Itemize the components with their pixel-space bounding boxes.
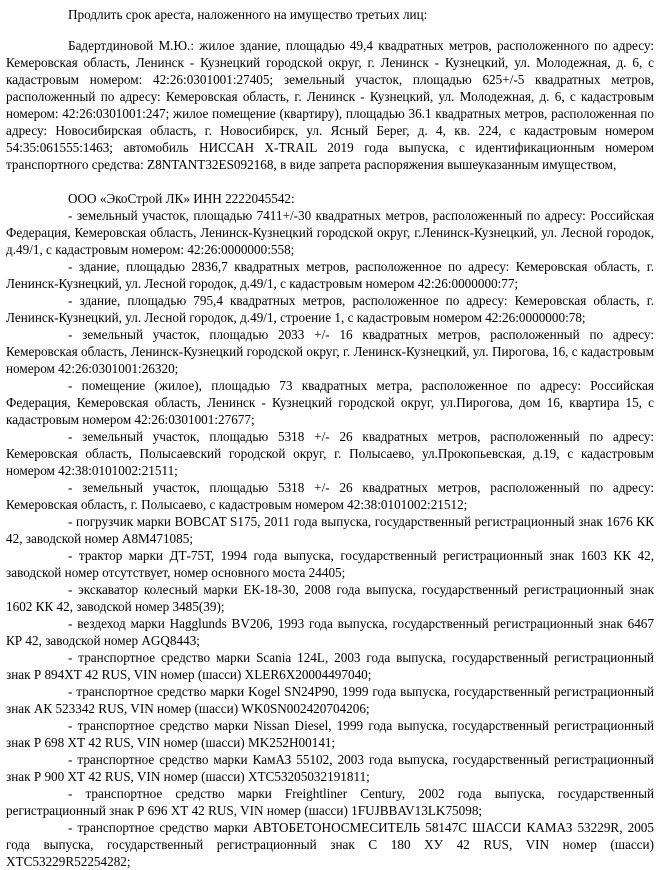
list-item: - земельный участок, площадью 5318 +/- 26 квадратных метров, расположенный по адресу: Кемеровская область, Полысаевский городской округ, г. Полысаево, ул.Прокопьевская, д.19, с кадастровым номером 42:38:0101002:21511; [6, 429, 654, 478]
list-item: - транспортное средство марки Freightliner Century, 2002 года выпуска, государственный регистрационный знак Р 696 ХТ 42 RUS, VIN номер (шасси) 1FUJBBAV13LK75098; [6, 786, 654, 818]
list-item: - здание, площадью 795,4 квадратных метров, расположенное по адресу: Кемеровская область, г. Ленинск-Кузнецкий, ул. Лесной городок, д.49/1, строение 1, с кадастровым номером 42:26:0000000:78; [6, 293, 654, 325]
heading: Продлить срок ареста, наложенного на имущество третьих лиц: [68, 7, 428, 22]
list-item: - погрузчик марки BOBCAT S175, 2011 года выпуска, государственный регистрационный знак 1676 КК 42, заводской номер A8M471085; [6, 514, 654, 546]
list-item: - земельный участок, площадью 5318 +/- 26 квадратных метров, расположенный по адресу: Кемеровская область, г. Полысаево, с кадастровым номером 42:38:0101002:21512; [6, 480, 654, 512]
list-item: - помещение (жилое), площадью 73 квадратных метра, расположенное по адресу: Российская Федерация, Кемеровская область, Ленинск - Кузнецкий городской округ, ул.Пирогова, дом 16, квартира 15, с кадастровым номером 42:26:0301001:27677; [6, 378, 654, 427]
list-item: - транспортное средство марки Nissan Diesel, 1999 года выпуска, государственный регистрационный знак Р 698 ХТ 42 RUS, VIN номер (шасси) MK252H00141; [6, 718, 654, 750]
list-item: - земельный участок, площадью 7411+/-30 квадратных метров, расположенный по адресу: Российская Федерация, Кемеровская область, Ленинск-Кузнецкий городской округ, г.Ленинск-Кузнецкий, ул. Лесной городок, д.49/1, с кадастровым номером: 42:26:0000000:558; [6, 208, 654, 257]
company-header: ООО «ЭкоСтрой ЛК» ИНН 2222045542: [68, 191, 295, 206]
list-item: - земельный участок, площадью 2033 +/- 16 квадратных метров, расположенный по адресу: Кемеровская область, Ленинск-Кузнецкий городской округ, г. Ленинск-Кузнецкий, ул. Пирогова, 16, с кадастровым номером 42:26:0301001:26320; [6, 327, 654, 376]
spacer [6, 173, 654, 190]
list-item: - транспортное средство марки КамАЗ 55102, 2003 года выпуска, государственный регистрационный знак Р 900 ХТ 42 RUS, VIN номер (шасси) ХТС53205032191811; [6, 752, 654, 784]
list-item: - транспортное средство марки АВТОБЕТОНОСМЕСИТЕЛЬ 58147С ШАССИ КАМАЗ 53229R, 2005 года выпуска, государственный регистрационный знак С 180 ХУ 42 RUS, VIN номер (шасси) ХТС53229R52254282; [6, 820, 654, 869]
list-item: - трактор марки ДТ-75Т, 1994 года выпуска, государственный регистрационный знак 1603 КК 42, заводской номер отсутствует, номер основного моста 24405; [6, 548, 654, 580]
list-item: - транспортное средство марки Scania 124L, 2003 года выпуска, государственный регистрационный знак Р 894ХТ 42 RUS, VIN номер (шасси) XLER6X20004497040; [6, 650, 654, 682]
list-item: - вездеход марки Hagglunds BV206, 1993 года выпуска, государственный регистрационный знак 6467 КР 42, заводской номер AGQ8443; [6, 616, 654, 648]
list-item: - транспортное средство марки Kogel SN24P90, 1999 года выпуска, государственный регистрационный знак АК 523342 RUS, VIN номер (шасси) WK0SN002420704206; [6, 684, 654, 716]
list-item: - экскаватор колесный марки ЕК-18-30, 2008 года выпуска, государственный регистрационный знак 1602 КК 42, заводской номер 3485(39); [6, 582, 654, 614]
person-block: Бадертдиновой М.Ю.: жилое здание, площадью 49,4 квадратных метров, расположенного по адресу: Кемеровская область, Ленинск - Кузнецкий городской округ, г. Ленинск - Кузнецкий, ул. Молодежная, д. 6, с кадастровым номером: 42:26:0301001:27405; земельный участок, площадью 625+/-5 квадратных метров, расположенный по адресу: Кемеровская область, г. Ленинск - Кузнецкий, ул. Молодежная, д. 6, с кадастровым номером: 42:26:0301001:247; жилое помещение (квартиру), площадью 36.1 квадратных метров, расположенная по адресу: Новосибирская область, г. Новосибирск, ул. Ясный Берег, д. 4, кв. 224, с кадастровым номером 54:35:061555:1463; автомобиль НИССАН X-TRAIL 2019 года выпуска, с идентификационным номером транспортного средства: Z8NTANT32ES092168, в виде запрета распоряжения вышеуказанным имуществом, [6, 38, 654, 172]
list-item: - здание, площадью 2836,7 квадратных метров, расположенное по адресу: Кемеровская область, г. Ленинск-Кузнецкий, ул. Лесной городок, д.49/1, с кадастровым номером 42:26:0000000:77; [6, 259, 654, 291]
